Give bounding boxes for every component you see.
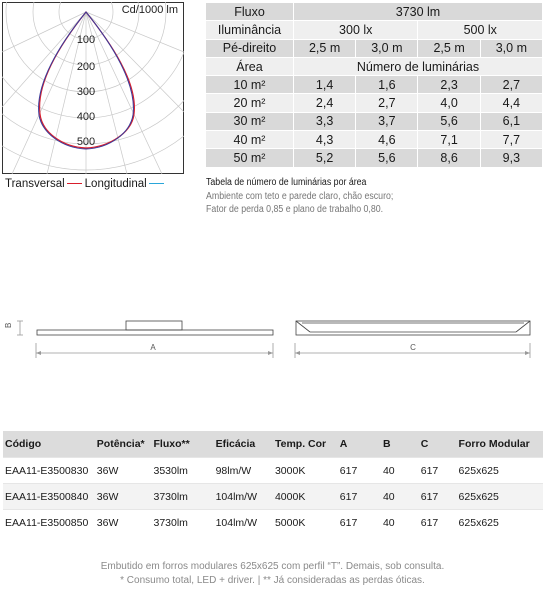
- polar-unit-label: Cd/1000 lm: [121, 4, 178, 16]
- value-cell: 8,6: [418, 149, 480, 167]
- dimension-drawing: [0, 310, 545, 380]
- col-c: C: [419, 431, 457, 458]
- dim-label-a: A: [150, 343, 156, 352]
- col-codigo: Código: [3, 431, 95, 458]
- value-cell: 4,0: [418, 94, 480, 112]
- col-fluxo: Fluxo**: [151, 431, 213, 458]
- product-cell: 617: [338, 510, 381, 536]
- notes-line-1: Ambiente com teto e parede claro, chão escuro;: [206, 190, 394, 202]
- product-cell: 5000K: [273, 510, 338, 536]
- dim-label-c: C: [410, 343, 416, 352]
- footnote-line-1: Embutido em forros modulares 625x625 com perfil “T”. Demais, sob consulta.: [100, 561, 445, 572]
- height-cell: 2,5 m: [418, 39, 480, 57]
- notes-title: Tabela de número de luminárias por área: [206, 177, 367, 188]
- product-cell: 3000K: [273, 458, 338, 484]
- product-cell: 40: [381, 510, 419, 536]
- polar-diagram: [2, 2, 184, 174]
- area-cell: 30 m²: [206, 112, 293, 130]
- product-row: [3, 458, 543, 484]
- area-cell: 10 m²: [206, 76, 293, 94]
- value-cell: 6,1: [480, 112, 542, 130]
- product-cell: 617: [419, 458, 457, 484]
- area-row: [206, 131, 543, 149]
- value-cell: 3,3: [293, 112, 355, 130]
- value-cell: 9,3: [480, 149, 542, 167]
- col-forro-modular: Forro Modular: [457, 431, 543, 458]
- product-cell: 40: [381, 458, 419, 484]
- ring-label-200: 200: [76, 61, 96, 73]
- product-cell: 40: [381, 484, 419, 510]
- value-cell: 4,4: [480, 94, 542, 112]
- product-cell: EAA11-E3500840: [3, 484, 95, 510]
- legend-transversal-label: Transversal: [5, 178, 65, 190]
- legend-transversal-swatch: [67, 183, 82, 184]
- product-cell: 625x625: [457, 458, 543, 484]
- luminaires-per-area-table: [206, 3, 543, 168]
- value-cell: 5,6: [418, 112, 480, 130]
- fluxo-header: Fluxo: [206, 3, 293, 21]
- product-cell: 104lm/W: [214, 510, 273, 536]
- ring-label-100: 100: [76, 34, 96, 46]
- col-a: A: [338, 431, 381, 458]
- product-cell: 3730lm: [151, 484, 213, 510]
- product-cell: 625x625: [457, 484, 543, 510]
- product-cell: 4000K: [273, 484, 338, 510]
- product-cell: 617: [419, 510, 457, 536]
- product-cell: 617: [338, 484, 381, 510]
- value-cell: 2,7: [356, 94, 418, 112]
- col-eficacia: Eficácia: [214, 431, 273, 458]
- area-header: Área: [206, 57, 293, 75]
- product-cell: 617: [338, 458, 381, 484]
- lux-300: 300 lx: [293, 21, 418, 39]
- value-cell: 2,4: [293, 94, 355, 112]
- height-cell: 2,5 m: [293, 39, 355, 57]
- iluminancia-header: Iluminância: [206, 21, 293, 39]
- front-view: [295, 321, 530, 358]
- value-cell: 1,4: [293, 76, 355, 94]
- value-cell: 4,6: [356, 131, 418, 149]
- pe-direito-header: Pé-direito: [206, 39, 293, 57]
- value-cell: 7,1: [418, 131, 480, 149]
- notes-line-2: Fator de perda 0,85 e plano de trabalho 0,80.: [206, 204, 384, 215]
- product-cell: EAA11-E3500850: [3, 510, 95, 536]
- product-cell: 98lm/W: [214, 458, 273, 484]
- area-row: [206, 76, 543, 94]
- col-potencia: Potência*: [95, 431, 152, 458]
- product-cell: 36W: [95, 484, 152, 510]
- lux-500: 500 lx: [418, 21, 543, 39]
- value-cell: 2,7: [480, 76, 542, 94]
- dim-label-b: B: [4, 322, 13, 328]
- value-cell: 1,6: [356, 76, 418, 94]
- product-cell: 625x625: [457, 510, 543, 536]
- product-cell: EAA11-E3500830: [3, 458, 95, 484]
- value-cell: 5,6: [356, 149, 418, 167]
- value-cell: 2,3: [418, 76, 480, 94]
- product-table: [3, 431, 543, 535]
- area-row: [206, 94, 543, 112]
- fluxo-value: 3730 lm: [293, 3, 542, 21]
- table-notes: [206, 176, 419, 217]
- col-b: B: [381, 431, 419, 458]
- polar-legend: [5, 178, 167, 190]
- area-cell: 50 m²: [206, 149, 293, 167]
- product-row: [3, 510, 543, 536]
- product-cell: 3730lm: [151, 510, 213, 536]
- side-view: [17, 321, 273, 358]
- legend-longitudinal-swatch: [149, 183, 164, 184]
- value-cell: 7,7: [480, 131, 542, 149]
- footnote-line-2: * Consumo total, LED + driver. | ** Já consideradas as perdas óticas.: [120, 575, 425, 586]
- legend-longitudinal-label: Longitudinal: [84, 178, 147, 190]
- product-cell: 104lm/W: [214, 484, 273, 510]
- numero-header: Número de luminárias: [293, 57, 542, 75]
- area-row: [206, 149, 543, 167]
- product-cell: 3530lm: [151, 458, 213, 484]
- value-cell: 5,2: [293, 149, 355, 167]
- product-cell: 617: [419, 484, 457, 510]
- area-cell: 40 m²: [206, 131, 293, 149]
- product-cell: 36W: [95, 458, 152, 484]
- value-cell: 3,7: [356, 112, 418, 130]
- area-cell: 20 m²: [206, 94, 293, 112]
- height-cell: 3,0 m: [480, 39, 542, 57]
- col-temp-cor: Temp. Cor: [273, 431, 338, 458]
- value-cell: 4,3: [293, 131, 355, 149]
- footnotes: [0, 560, 545, 588]
- product-row: [3, 484, 543, 510]
- product-cell: 36W: [95, 510, 152, 536]
- ring-label-500: 500: [76, 136, 96, 148]
- ring-label-400: 400: [76, 111, 96, 123]
- height-cell: 3,0 m: [356, 39, 418, 57]
- area-row: [206, 112, 543, 130]
- ring-label-300: 300: [76, 86, 96, 98]
